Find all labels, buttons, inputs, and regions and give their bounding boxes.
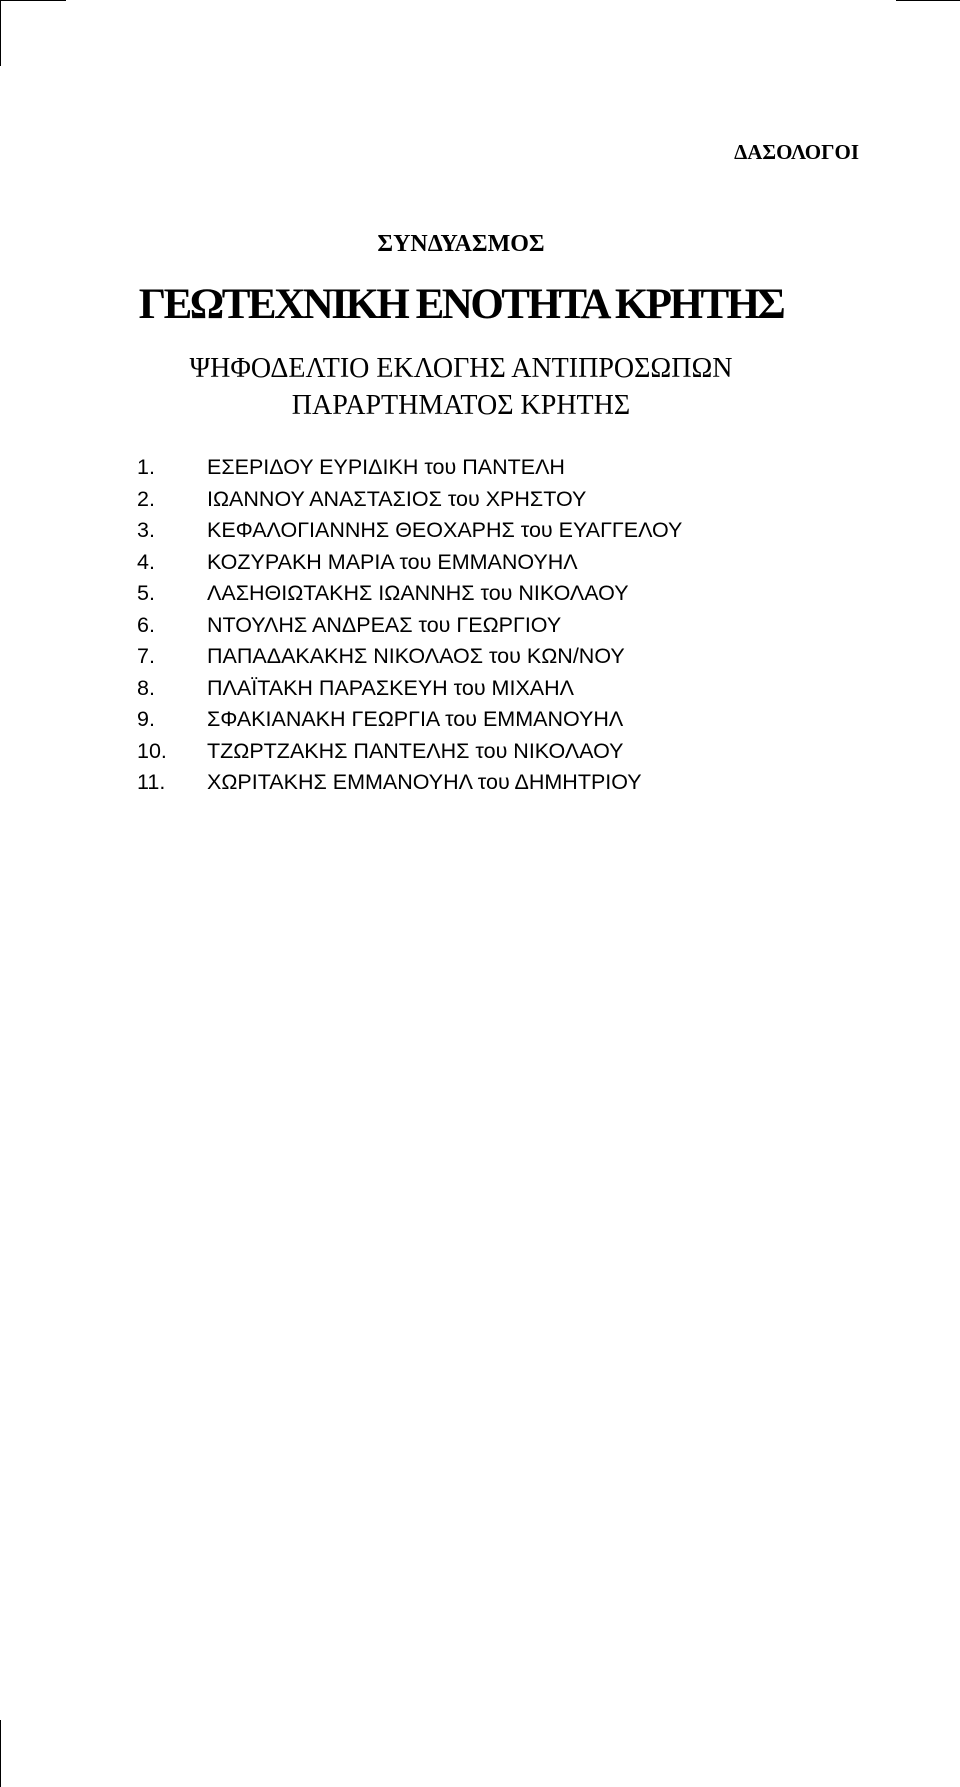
- candidate-item: [137, 515, 682, 547]
- candidate-name: ΠΑΠΑΔΑΚΑΚΗΣ ΝΙΚΟΛΑΟΣ του ΚΩΝ/ΝΟΥ: [207, 644, 625, 668]
- candidate-name: ΚΟΖΥΡΑΚΗ ΜΑΡΙΑ του ΕΜΜΑΝΟΥΗΛ: [207, 549, 578, 574]
- candidate-item: [137, 452, 682, 484]
- candidate-item: [137, 484, 682, 516]
- candidate-name: ΛΑΣΗΘΙΩΤΑΚΗΣ ΙΩΑΝΝΗΣ του ΝΙΚΟΛΑΟΥ: [207, 581, 629, 605]
- ballot-title-line-1: ΨΗΦΟΔΕΛΤΙΟ ΕΚΛΟΓΗΣ ΑΝΤΙΠΡΟΣΩΠΩΝ: [189, 353, 733, 384]
- candidate-name: ΕΣΕΡΙΔΟΥ ΕΥΡΙΔΙΚΗ του ΠΑΝΤΕΛΗ: [207, 455, 565, 479]
- candidate-item: [137, 578, 682, 610]
- candidate-name: ΤΖΩΡΤΖΑΚΗΣ ΠΑΝΤΕΛΗΣ του ΝΙΚΟΛΑΟΥ: [207, 738, 624, 763]
- candidate-name: ΙΩΑΝΝΟΥ ΑΝΑΣΤΑΣΙΟΣ του ΧΡΗΣΤΟΥ: [207, 486, 587, 511]
- candidate-number: 2.: [137, 486, 155, 511]
- candidate-name: ΣΦΑΚΙΑΝΑΚΗ ΓΕΩΡΓΙΑ του ΕΜΜΑΝΟΥΗΛ: [207, 707, 624, 731]
- coalition-label: ΣΥΝΔΥΑΣΜΟΣ: [377, 231, 545, 257]
- candidate-item: [137, 673, 682, 705]
- candidate-item: [137, 736, 682, 768]
- candidate-number: 8.: [137, 675, 155, 700]
- candidate-number: 9.: [137, 707, 155, 731]
- candidate-number: 7.: [137, 644, 155, 668]
- candidate-item: [137, 547, 682, 579]
- candidate-number: 5.: [137, 581, 155, 605]
- candidate-name: ΝΤΟΥΛΗΣ ΑΝΔΡΕΑΣ του ΓΕΩΡΓΙΟΥ: [207, 612, 562, 637]
- candidate-list: [137, 452, 682, 799]
- candidate-item: [137, 704, 682, 736]
- candidate-item: [137, 641, 682, 673]
- crop-mark-top-left-vertical: [0, 0, 1, 66]
- category-heading: ΔΑΣΟΛΟΓΟΙ: [734, 140, 859, 164]
- crop-mark-top-right-horizontal: [896, 0, 960, 1]
- candidate-number: 3.: [137, 518, 155, 542]
- candidate-number: 1.: [137, 455, 155, 479]
- coalition-name: ΓΕΩΤΕΧΝΙΚΗ ΕΝΟΤΗΤΑ ΚΡΗΤΗΣ: [138, 281, 784, 328]
- crop-mark-top-left-horizontal: [0, 0, 66, 1]
- ballot-title-line-2: ΠΑΡΑΡΤΗΜΑΤΟΣ ΚΡΗΤΗΣ: [291, 390, 631, 421]
- candidate-name: ΧΩΡΙΤΑΚΗΣ ΕΜΜΑΝΟΥΗΛ του ΔΗΜΗΤΡΙΟΥ: [207, 770, 642, 794]
- candidate-item: [137, 610, 682, 642]
- ballot-title: [0, 350, 922, 424]
- candidate-number: 11.: [137, 770, 166, 794]
- candidate-name: ΠΛΑΪΤΑΚΗ ΠΑΡΑΣΚΕΥΗ του ΜΙΧΑΗΛ: [207, 675, 575, 700]
- candidate-item: [137, 767, 682, 799]
- candidate-number: 10.: [137, 738, 167, 763]
- candidate-number: 6.: [137, 612, 155, 637]
- crop-mark-bottom-left-vertical: [0, 1720, 1, 1787]
- candidate-name: ΚΕΦΑΛΟΓΙΑΝΝΗΣ ΘΕΟΧΑΡΗΣ του ΕΥΑΓΓΕΛΟΥ: [207, 518, 683, 542]
- candidate-number: 4.: [137, 549, 155, 574]
